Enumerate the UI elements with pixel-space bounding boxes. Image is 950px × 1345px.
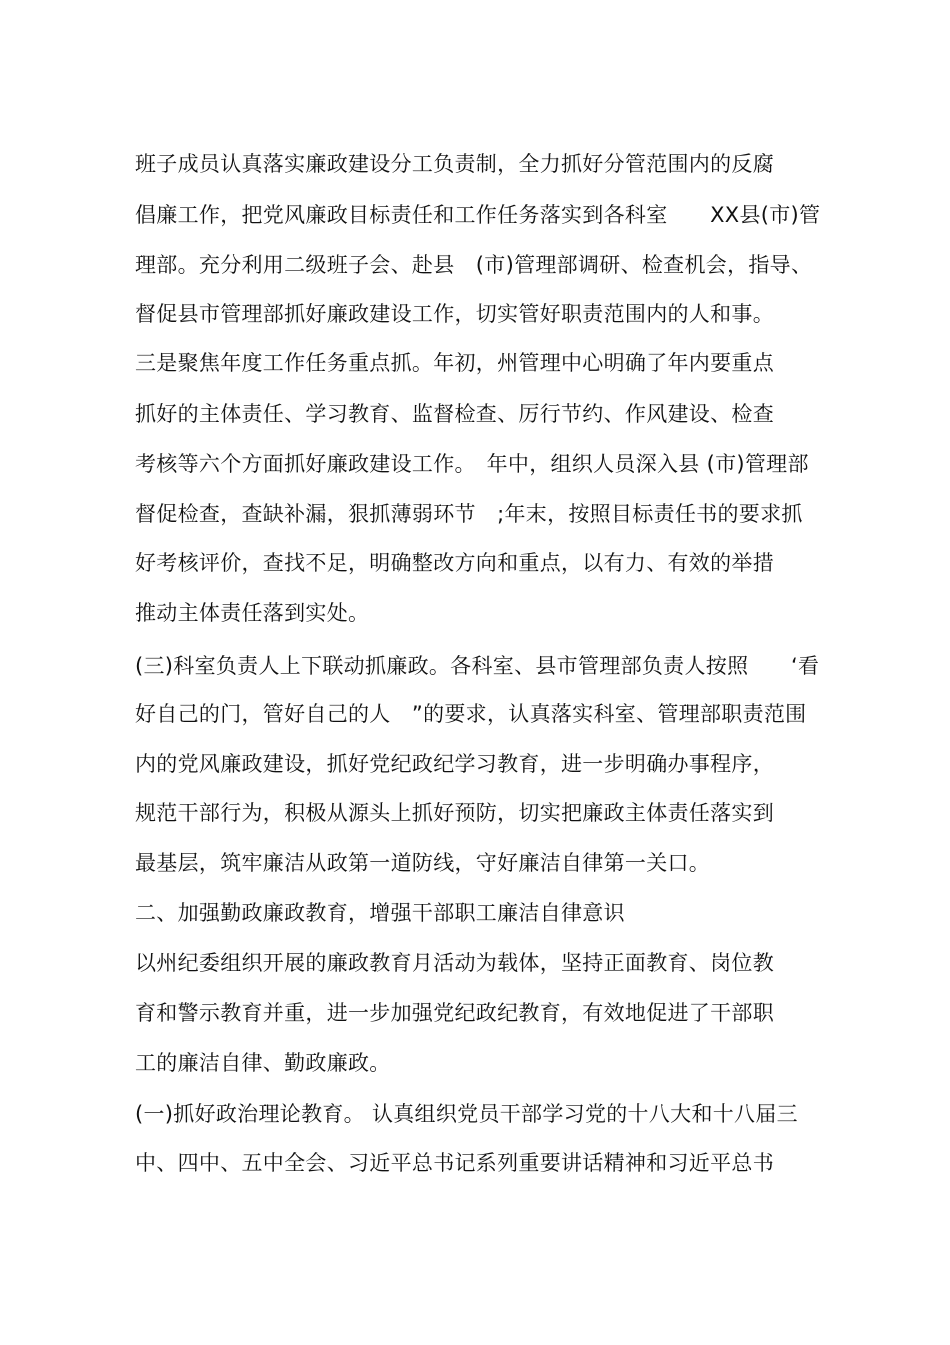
text-line: 中、四中、五中全会、习近平总书记系列重要讲话精神和习近平总书: [135, 1151, 774, 1175]
text-line: 班子成员认真落实廉政建设分工负责制，全力抓好分管范围内的反腐: [135, 152, 774, 176]
text-line: 好自己的门，管好自己的人 ”的要求，认真落实科室、管理部职责范围: [135, 702, 807, 726]
text-line: 督促检查，查缺补漏，狠抓薄弱环节 ;年末，按照目标责任书的要求抓: [135, 502, 803, 526]
text-line: 抓好的主体责任、学习教育、监督检查、厉行节约、作风建设、检查: [135, 402, 774, 426]
text-line: 最基层，筑牢廉洁从政第一道防线，守好廉洁自律第一关口。: [135, 851, 711, 875]
text-line: 工的廉洁自律、勤政廉政。: [135, 1051, 391, 1075]
text-line: 考核等六个方面抓好廉政建设工作。 年中，组织人员深入县 (市)管理部: [135, 452, 809, 476]
text-line: (一)抓好政治理论教育。 认真组织党员干部学习党的十八大和十八届三: [135, 1102, 798, 1126]
text-line: 督促县市管理部抓好廉政建设工作，切实管好职责范围内的人和事。: [135, 302, 774, 326]
text-line: 以州纪委组织开展的廉政教育月活动为载体，坚持正面教育、岗位教: [135, 951, 774, 975]
text-line: 育和警示教育并重，进一步加强党纪政纪教育，有效地促进了干部职: [135, 1001, 774, 1025]
text-line: (三)科室负责人上下联动抓廉政。各科室、县市管理部负责人按照 ‘看: [135, 654, 820, 678]
text-line: 规范干部行为，积极从源头上抓好预防，切实把廉政主体责任落实到: [135, 801, 774, 825]
text-line: 推动主体责任落到实处。: [135, 601, 370, 625]
text-line: 倡廉工作，把党风廉政目标责任和工作任务落实到各科室 XX县(市)管: [135, 203, 821, 227]
text-line: 二、加强勤政廉政教育，增强干部职工廉洁自律意识: [135, 901, 625, 925]
text-line: 三是聚焦年度工作任务重点抓。年初，州管理中心明确了年内要重点: [135, 351, 774, 375]
text-line: 内的党风廉政建设，抓好党纪政纪学习教育，进一步明确办事程序，: [135, 752, 774, 776]
text-line: 理部。充分利用二级班子会、赴县 (市)管理部调研、检查机会，指导、: [135, 253, 813, 277]
text-line: 好考核评价，查找不足，明确整改方向和重点，以有力、有效的举措: [135, 551, 774, 575]
